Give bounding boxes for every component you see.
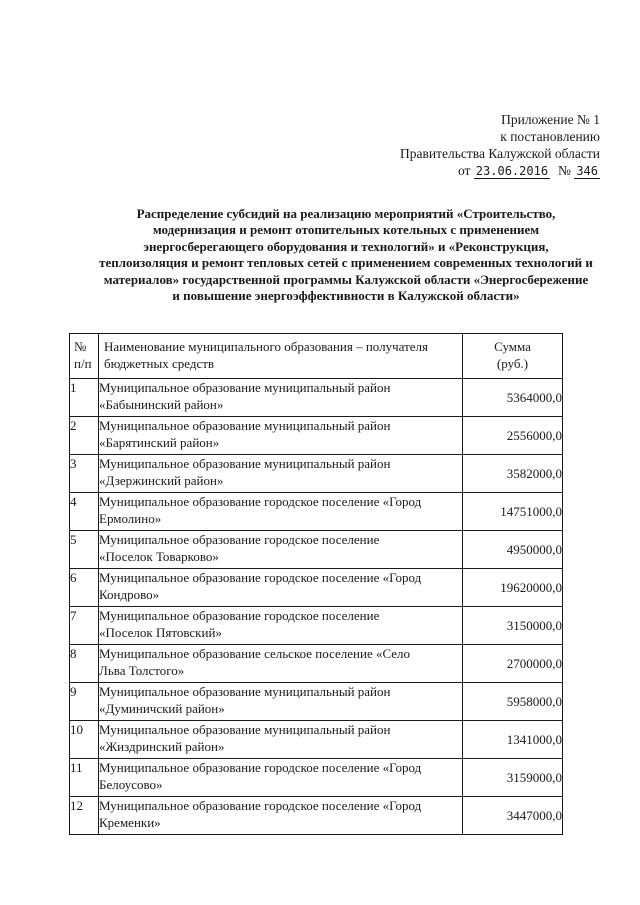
row-number: 10 [70, 721, 99, 759]
appendix-block [400, 111, 600, 180]
municipality-line: Муниципальное образование муниципальный район [99, 380, 391, 395]
municipality-line: «Жиздринский район» [99, 739, 225, 754]
header-number: № п/п [70, 334, 99, 379]
municipality-line: Белоусово» [99, 777, 163, 792]
number-prefix: № [558, 163, 571, 178]
table-row [70, 569, 563, 607]
table-row [70, 607, 563, 645]
municipality-line: Муниципальное образование муниципальный район [99, 722, 391, 737]
table-row [70, 759, 563, 797]
row-sum: 4950000,0 [463, 531, 563, 569]
title-line: Распределение субсидий на реализацию мероприятий «Строительство, [136, 206, 556, 221]
row-sum: 14751000,0 [463, 493, 563, 531]
municipality-line: «Поселок Пятовский» [99, 625, 222, 640]
date-prefix: от [457, 163, 471, 178]
row-municipality [99, 493, 463, 531]
row-number: 6 [70, 569, 99, 607]
row-sum: 2556000,0 [463, 417, 563, 455]
row-municipality [99, 531, 463, 569]
header-name: Наименование муниципального образования – получателя бюджетных средств [99, 334, 463, 379]
row-number: 11 [70, 759, 99, 797]
row-sum: 3582000,0 [463, 455, 563, 493]
municipality-line: Ермолино» [99, 511, 162, 526]
municipality-line: «Бабынинский район» [99, 397, 224, 412]
municipality-line: Муниципальное образование муниципальный район [99, 684, 391, 699]
row-municipality [99, 759, 463, 797]
row-municipality [99, 797, 463, 835]
municipality-line: Муниципальное образование муниципальный район [99, 456, 391, 471]
row-number: 8 [70, 645, 99, 683]
row-municipality [99, 683, 463, 721]
title-line: теплоизоляция и ремонт тепловых сетей с применением современных технологий и [99, 255, 593, 271]
table-row [70, 721, 563, 759]
municipality-line: Льва Толстого» [99, 663, 185, 678]
municipality-line: Муниципальное образование городское поселение [99, 608, 380, 623]
table-row [70, 531, 563, 569]
municipality-line: «Поселок Товарково» [99, 549, 219, 564]
row-municipality [99, 607, 463, 645]
municipality-line: Муниципальное образование городское поселение «Город [99, 494, 422, 509]
row-sum: 3150000,0 [463, 607, 563, 645]
title-line: энергосберегающего оборудования и технологий» и «Реконструкция, [143, 238, 549, 254]
row-number: 12 [70, 797, 99, 835]
row-sum: 1341000,0 [463, 721, 563, 759]
table-row [70, 683, 563, 721]
municipality-line: Муниципальное образование муниципальный район [99, 418, 391, 433]
municipality-line: Кондрово» [99, 587, 160, 602]
municipality-line: Муниципальное образование городское поселение «Город [99, 798, 422, 813]
row-sum: 2700000,0 [463, 645, 563, 683]
row-sum: 19620000,0 [463, 569, 563, 607]
row-sum: 5364000,0 [463, 379, 563, 417]
table-header-row [70, 334, 563, 379]
appendix-title: Приложение № 1 [501, 112, 600, 127]
title-line: и повышение энергоэффективности в Калужской области» [172, 288, 520, 304]
document-title [95, 206, 597, 304]
row-number: 3 [70, 455, 99, 493]
row-number: 9 [70, 683, 99, 721]
table-row [70, 493, 563, 531]
municipality-line: Муниципальное образование городское поселение «Город [99, 570, 422, 585]
row-sum: 5958000,0 [463, 683, 563, 721]
municipality-line: Муниципальное образование сельское поселение «Село [99, 646, 411, 661]
table-row [70, 797, 563, 835]
appendix-to-resolution: к постановлению [500, 129, 600, 144]
row-sum: 3447000,0 [463, 797, 563, 835]
municipality-line: Муниципальное образование городское поселение «Город [99, 760, 422, 775]
municipality-line: «Дзержинский район» [99, 473, 224, 488]
row-number: 2 [70, 417, 99, 455]
resolution-number: 346 [576, 164, 598, 178]
municipality-line: Кременки» [99, 815, 161, 830]
municipality-line: «Думиничский район» [99, 701, 225, 716]
table-row [70, 455, 563, 493]
row-number: 7 [70, 607, 99, 645]
row-municipality [99, 645, 463, 683]
row-municipality [99, 417, 463, 455]
title-line: модернизация и ремонт отопительных котельных с применением [152, 222, 540, 238]
municipality-line: «Барятинский район» [99, 435, 220, 450]
row-municipality [99, 455, 463, 493]
row-municipality [99, 569, 463, 607]
row-municipality [99, 721, 463, 759]
table-row [70, 379, 563, 417]
table-row [70, 645, 563, 683]
header-sum: Сумма (руб.) [463, 334, 563, 379]
appendix-government: Правительства Калужской области [399, 146, 600, 161]
title-line: материалов» государственной программы Калужской области «Энергосбережение [103, 271, 589, 287]
municipality-line: Муниципальное образование городское поселение [99, 532, 380, 547]
resolution-date: 23.06.2016 [475, 164, 549, 178]
appendix-date-line [400, 162, 600, 180]
subsidy-table [69, 333, 563, 835]
table-row [70, 417, 563, 455]
row-municipality [99, 379, 463, 417]
row-number: 1 [70, 379, 99, 417]
row-sum: 3159000,0 [463, 759, 563, 797]
row-number: 4 [70, 493, 99, 531]
row-number: 5 [70, 531, 99, 569]
